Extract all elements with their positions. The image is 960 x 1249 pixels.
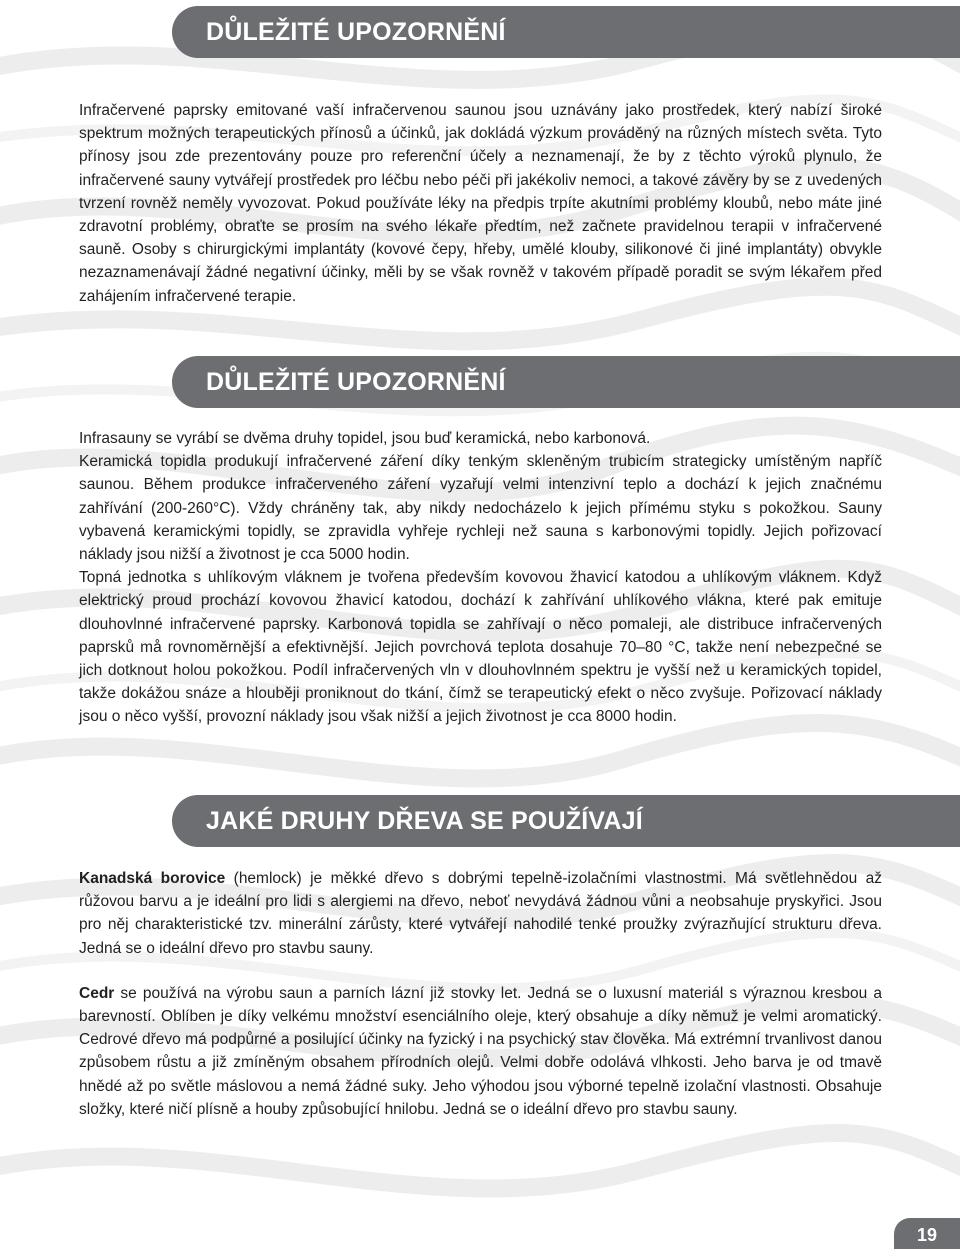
section-body-wood-types: [79, 867, 882, 1121]
section-header-important-notice-1: [172, 6, 960, 58]
wood-name-hemlock: Kanadská borovice: [79, 870, 226, 887]
section-title: DŮLEŽITÉ UPOZORNĚNÍ: [206, 17, 506, 46]
wood-name-cedar: Cedr: [79, 984, 115, 1002]
section-title: DŮLEŽITÉ UPOZORNĚNÍ: [206, 367, 506, 396]
wood-description-cedar: se používá na výrobu saun a parních lázní již stovky let. Jedná se o luxusní materiál s výraznou kresbou a barevností. Oblíben je díky velkému množství esenciálního oleje, který obsahuje a díky němuž je velmi aromatický. Cedrové dřevo má podpůrné a posilující účinky na fyzický i na psychický stav člověka. Má extrémní trvanlivost danou způsobem růstu a již zmíněným obsahem přírodních olejů. Velmi dobře odolává vlhkosti. Jeho barva je od tmavě hnědé až po světle máslovou a nemá žádné suky. Jeho výhodou jsou výborné tepelně izolační vlastnosti. Obsahuje složky, které ničí plísně a houby způsobující hnilobu. Jedná se o ideální dřevo pro stavbu sauny.: [79, 984, 882, 1118]
section-header-wood-types: [172, 795, 960, 847]
paragraph: Topná jednotka s uhlíkovým vláknem je tvořena především kovovou žhavicí katodou a uhlíkovým vláknem. Když elektrický proud prochází kovovou žhavicí katodou, dochází k zahřívání uhlíkového vlákna, které pak emituje dlouhovlnné infračervené paprsky. Karbonová topidla se zahřívají o něco pomaleji, ale distribuce infračervených paprsků må rovnoměrnější a efektivnější. Jejich povrchová teplota dosahuje 70–80 °C, takže není nebezpečné se jich dotknout holou pokožkou. Podíl infračervených vln v dlouhovlnném spektru je vyšší než u keramických topidel, takže dokážou snáze a hlouběji proniknout do tkání, čímž se terapeutický efekt o něco zvyšuje. Pořizovací náklady jsou o něco vyšší, provozní náklady jsou však nižší a jejich životnost je cca 8000 hodin.: [79, 569, 882, 726]
wood-description-hemlock: (hemlock) je měkké dřevo s dobrými tepelně-izolačními vlastnostmi. Má světlehnědou až růžovou barvu a je ideální pro lidi s alergiemi na dřevo, neboť nevydává žádnou vůni a neobsahuje pryskyřici. Jsou pro něj charakteristické tzv. minerální zárůsty, které vytvářejí nahodilé tenké proužky zvýrazňující strukturu dřeva. Jedná se o ideální dřevo pro stavbu sauny.: [79, 870, 882, 957]
section-header-important-notice-2: [172, 356, 960, 408]
section-body-heaters: [79, 427, 882, 729]
page-number: 19: [894, 1218, 960, 1249]
paragraph: Infrasauny se vyrábí se dvěma druhy topidel, jsou buď keramická, nebo karbonová.: [79, 430, 651, 447]
paragraph-cedar: [79, 982, 882, 1121]
section-title: JAKÉ DRUHY DŘEVA SE POUŽÍVAJÍ: [206, 806, 643, 835]
paragraph: Keramická topidla produkují infračervené záření díky tenkým skleněným trubicím strategicky umístěným napříč saunou. Během produkce infračerveného záření vyzařují velmi intenzivní teplo a dochází k jejich značnému zahřívání (200-260°C). Vždy chráněny tak, aby nikdy nedocházelo k jejich přímému styku s pokožkou. Sauny vybavená keramickými topidly, se zpravidla vyhřeje rychleji než sauna s karbonovými topidly. Jejich pořizovací náklady jsou nižší a životnost je cca 5000 hodin.: [79, 453, 882, 564]
paragraph: Infračervené paprsky emitované vaší infračervenou saunou jsou uznávány jako prostředek, který nabízí široké spektrum možných terapeutických přínosů a účinků, jak dokládá výzkum prováděný na různých místech světa. Tyto přínosy jsou zde prezentovány pouze pro referenční účely a neznamenají, že by z těchto výroků plynulo, že infračervené sauny vytvářejí prostředek pro léčbu nebo péči při jakékoliv nemoci, a takové závěry by se z uvedených tvrzení rovněž neměly vyvozovat. Pokud používáte léky na předpis trpíte akutními problémy kloubů, nebo máte jiné zdravotní problémy, obraťte se prosím na svého lékaře předtím, než začnete pravidelnou terapii v infračervené sauně. Osoby s chirurgickými implantáty (kovové čepy, hřeby, umělé klouby, silikonové či jiné implantáty) obvykle nezaznamenávají žádné negativní účinky, měli by se však rovněž v takovém případě poradit se svým lékařem před zahájením infračervené terapie.: [79, 102, 882, 305]
paragraph-hemlock: [79, 867, 882, 960]
section-body-important-notice-1: [79, 99, 882, 308]
